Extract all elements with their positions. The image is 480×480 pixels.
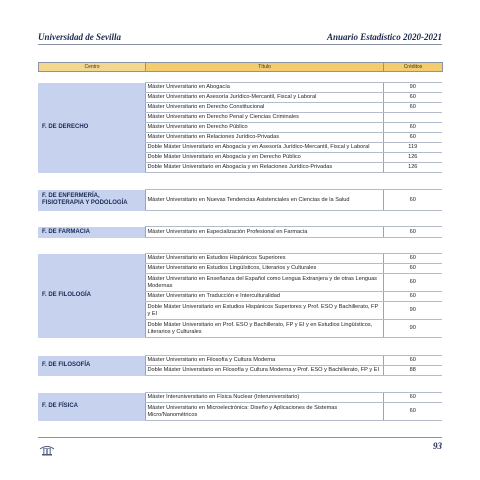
column-header-table	[38, 62, 443, 72]
titulo-cell: Máster Universitario en Especialización Profesional en Farmacia	[145, 227, 383, 238]
creditos-cell: 126	[383, 153, 442, 163]
creditos-cell: 60	[383, 403, 442, 421]
table-row	[38, 356, 442, 366]
creditos-cell: 60	[383, 274, 442, 292]
titulo-cell: Doble Máster Universitario en Prof. ESO y Bachillerato, FP y EI y en Estudios Lingüísticos, Literarios y Culturales	[145, 320, 383, 338]
group-filosofia	[38, 355, 442, 376]
creditos-cell: 60	[383, 93, 442, 103]
creditos-cell: 126	[383, 163, 442, 173]
group-fisica	[38, 392, 442, 421]
creditos-cell: 119	[383, 143, 442, 153]
creditos-cell: 90	[383, 83, 442, 93]
centro-cell: F. DE DERECHO	[38, 83, 145, 173]
titulo-cell: Máster Universitario en Enseñanza del Español como Lengua Extranjera y de otras Lenguas Modernas	[145, 274, 383, 292]
creditos-cell: 90	[383, 320, 442, 338]
titulo-cell: Máster Universitario en Derecho Público	[145, 123, 383, 133]
titulo-cell: Doble Máster Universitario en Abogacía y en Derecho Público	[145, 153, 383, 163]
table-row	[38, 190, 442, 211]
column-header-titulo: Título	[146, 63, 384, 72]
group-filologia	[38, 253, 442, 338]
creditos-cell	[383, 113, 442, 123]
table-row	[38, 393, 442, 403]
titulo-cell: Máster Universitario en Asesoría Jurídico-Mercantil, Fiscal y Laboral	[145, 93, 383, 103]
centro-cell: F. DE FARMACIA	[38, 227, 145, 238]
centro-cell: F. DE FILOSOFÍA	[38, 356, 145, 376]
titulo-cell: Máster Interuniversitario en Física Nuclear (Interuniversitario)	[145, 393, 383, 403]
titulo-cell: Máster Universitario en Derecho Penal y Ciencias Criminales	[145, 113, 383, 123]
creditos-cell: 60	[383, 292, 442, 302]
running-header-yearbook: Anuario Estadístico 2020-2021	[326, 32, 442, 42]
column-header-creditos: Créditos	[384, 63, 443, 72]
table-row	[38, 227, 442, 238]
page-number: 93	[433, 441, 442, 451]
titulo-cell: Doble Máster Universitario en Abogacía y en Relaciones Jurídico-Privadas	[145, 163, 383, 173]
centro-cell: F. DE FILOLOGÍA	[38, 254, 145, 338]
column-header-row	[39, 63, 443, 72]
creditos-cell: 60	[383, 227, 442, 238]
titulo-cell: Máster Universitario en Microelectrónica: Diseño y Aplicaciones de Sistemas Micro/Nanométricos	[145, 403, 383, 421]
centro-cell: F. DE FÍSICA	[38, 393, 145, 421]
titulo-cell: Máster Universitario en Abogacía	[145, 83, 383, 93]
titulo-cell: Máster Universitario en Estudios Lingüísticos, Literarios y Culturales	[145, 264, 383, 274]
group-derecho	[38, 82, 442, 173]
table-row	[38, 254, 442, 264]
group-farmacia	[38, 226, 442, 238]
footer-rule	[38, 437, 442, 438]
table-row	[38, 83, 442, 93]
centro-cell: F. DE ENFERMERÍA, FISIOTERAPIA Y PODOLOGÍA	[38, 190, 145, 211]
titulo-cell: Máster Universitario en Relaciones Jurídico-Privadas	[145, 133, 383, 143]
creditos-cell: 60	[383, 356, 442, 366]
creditos-cell: 60	[383, 190, 442, 211]
titulo-cell: Máster Universitario en Derecho Constitucional	[145, 103, 383, 113]
titulo-cell: Doble Máster Universitario en Filosofía y Cultura Moderna y Prof. ESO y Bachillerato, FP y EI	[145, 366, 383, 376]
running-header-university: Universidad de Sevilla	[38, 32, 121, 42]
creditos-cell: 90	[383, 302, 442, 320]
creditos-cell: 88	[383, 366, 442, 376]
creditos-cell: 60	[383, 123, 442, 133]
titulo-cell: Doble Máster Universitario en Abogacía y en Asesoría Jurídico-Mercantil, Fiscal y Laboral	[145, 143, 383, 153]
group-enfermeria	[38, 189, 442, 211]
titulo-cell: Máster Universitario en Filosofía y Cultura Moderna	[145, 356, 383, 366]
university-crest-icon	[38, 443, 56, 457]
titulo-cell: Máster Universitario en Nuevas Tendencias Asistenciales en Ciencias de la Salud	[145, 190, 383, 211]
titulo-cell: Máster Universitario en Traducción e Interculturalidad	[145, 292, 383, 302]
creditos-cell: 60	[383, 264, 442, 274]
column-header-centro: Centro	[39, 63, 146, 72]
header-rule	[38, 44, 442, 45]
titulo-cell: Doble Máster Universitario en Estudios Hispánicos Superiores y Prof. ESO y Bachillerato, FP y EI	[145, 302, 383, 320]
titulo-cell: Máster Universitario en Estudios Hispánicos Superiores	[145, 254, 383, 264]
creditos-cell: 60	[383, 393, 442, 403]
creditos-cell: 60	[383, 254, 442, 264]
creditos-cell: 60	[383, 133, 442, 143]
creditos-cell: 60	[383, 103, 442, 113]
